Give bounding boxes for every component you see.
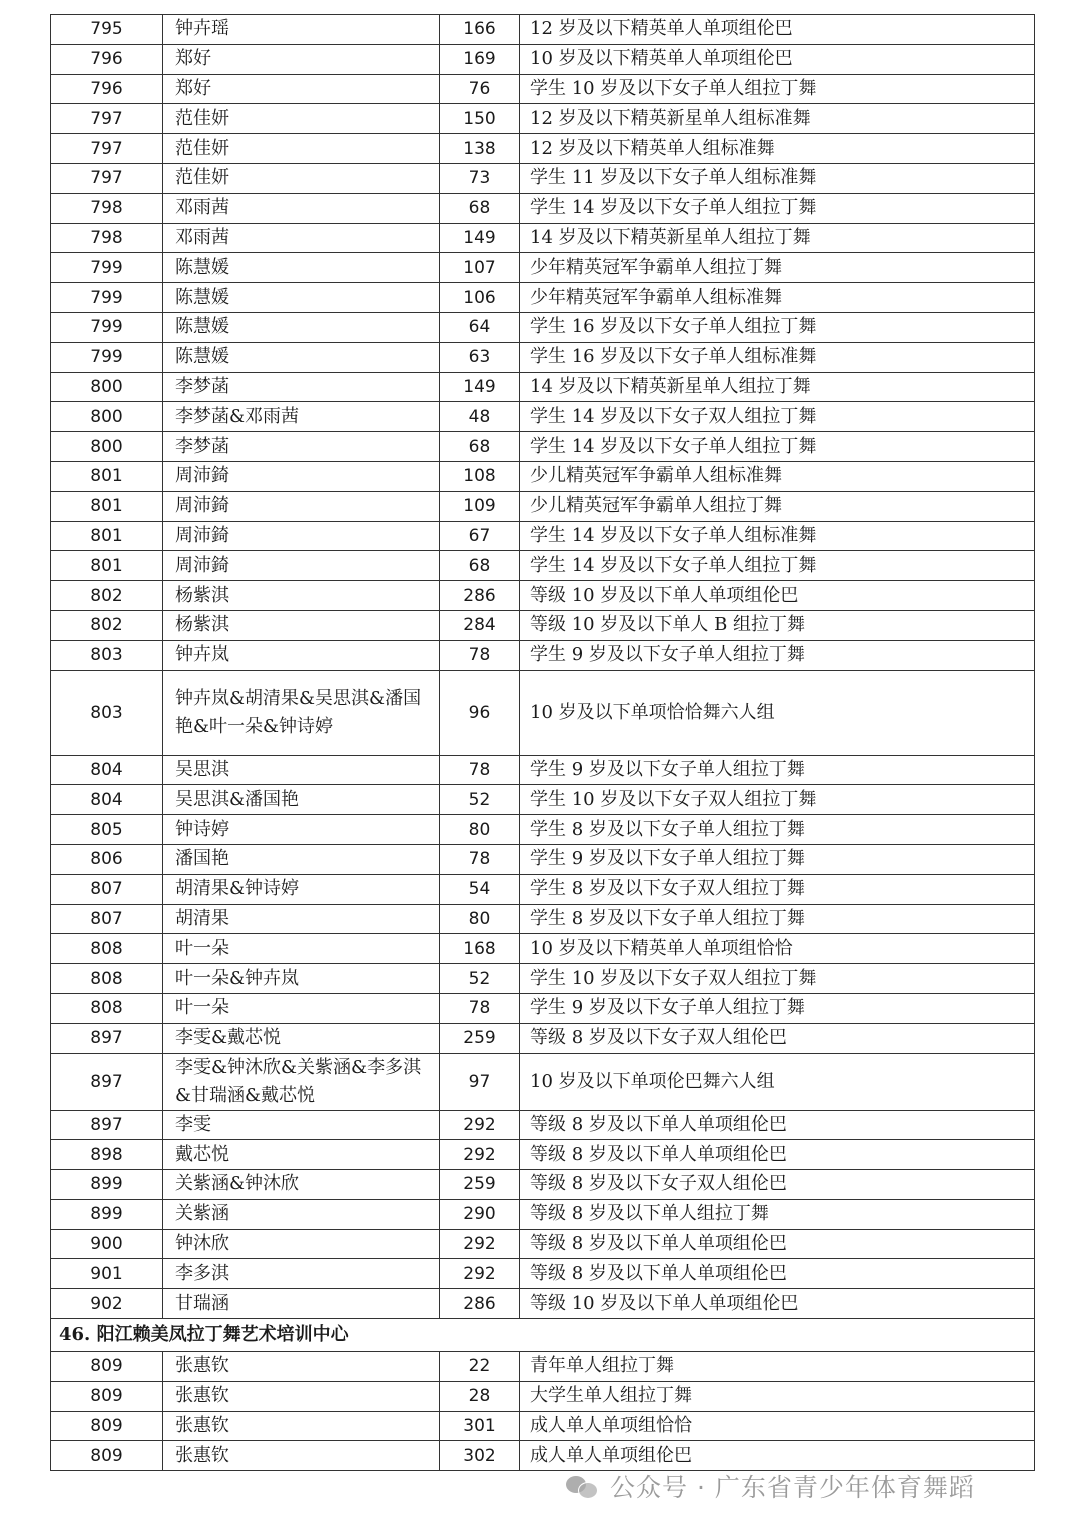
table-row xyxy=(51,432,1035,462)
event-code: 78 xyxy=(440,640,520,670)
event-name: 学生 9 岁及以下女子单人组拉丁舞 xyxy=(520,640,1035,670)
event-code: 80 xyxy=(440,904,520,934)
event-code: 73 xyxy=(440,163,520,193)
competitor-number: 798 xyxy=(51,223,163,253)
competitor-number: 799 xyxy=(51,342,163,372)
competitor-number: 797 xyxy=(51,163,163,193)
event-name: 少年精英冠军争霸单人组拉丁舞 xyxy=(520,253,1035,283)
event-name: 等级 8 岁及以下单人单项组伦巴 xyxy=(520,1229,1035,1259)
event-code: 292 xyxy=(440,1140,520,1170)
competitor-number: 897 xyxy=(51,1023,163,1053)
competitor-name: 潘国艳 xyxy=(163,844,440,874)
event-name: 等级 8 岁及以下单人单项组伦巴 xyxy=(520,1259,1035,1289)
event-code: 63 xyxy=(440,342,520,372)
competitor-number: 801 xyxy=(51,551,163,581)
event-name: 少年精英冠军争霸单人组标准舞 xyxy=(520,283,1035,313)
event-code: 169 xyxy=(440,44,520,74)
watermark-text: 公众号 · 广东省青少年体育舞蹈 xyxy=(610,1473,975,1502)
event-name: 学生 16 岁及以下女子单人组拉丁舞 xyxy=(520,312,1035,342)
event-code: 150 xyxy=(440,104,520,134)
competitor-number: 804 xyxy=(51,755,163,785)
table-row xyxy=(51,1023,1035,1053)
event-code: 302 xyxy=(440,1441,520,1471)
competitor-number: 802 xyxy=(51,610,163,640)
event-code: 78 xyxy=(440,844,520,874)
competitor-number: 801 xyxy=(51,491,163,521)
table-row xyxy=(51,785,1035,815)
competitor-number: 902 xyxy=(51,1289,163,1319)
table-row xyxy=(51,1381,1035,1411)
table-row xyxy=(51,1199,1035,1229)
competitor-name: 郑好 xyxy=(163,44,440,74)
table-row xyxy=(51,815,1035,845)
table-row xyxy=(51,1140,1035,1170)
event-name: 学生 14 岁及以下女子单人组标准舞 xyxy=(520,521,1035,551)
event-name: 少儿精英冠军争霸单人组拉丁舞 xyxy=(520,491,1035,521)
event-name: 14 岁及以下精英新星单人组拉丁舞 xyxy=(520,223,1035,253)
competitor-number: 809 xyxy=(51,1441,163,1471)
event-code: 292 xyxy=(440,1229,520,1259)
table-row xyxy=(51,402,1035,432)
event-code: 68 xyxy=(440,432,520,462)
event-code: 52 xyxy=(440,785,520,815)
competitor-number: 897 xyxy=(51,1110,163,1140)
competitor-name: 邓雨茜 xyxy=(163,193,440,223)
event-name: 等级 8 岁及以下单人单项组伦巴 xyxy=(520,1140,1035,1170)
table-row xyxy=(51,193,1035,223)
event-code: 138 xyxy=(440,134,520,164)
competitor-number: 805 xyxy=(51,815,163,845)
event-name: 等级 8 岁及以下单人单项组伦巴 xyxy=(520,1110,1035,1140)
competitor-number: 795 xyxy=(51,15,163,45)
competitor-name: 周沛錡 xyxy=(163,461,440,491)
event-name: 学生 14 岁及以下女子单人组拉丁舞 xyxy=(520,432,1035,462)
table-row xyxy=(51,1259,1035,1289)
event-name: 学生 9 岁及以下女子单人组拉丁舞 xyxy=(520,844,1035,874)
competitor-number: 798 xyxy=(51,193,163,223)
competitor-name: 范佳妍 xyxy=(163,163,440,193)
event-name: 12 岁及以下精英新星单人组标准舞 xyxy=(520,104,1035,134)
event-name: 10 岁及以下单项恰恰舞六人组 xyxy=(520,670,1035,755)
table-row xyxy=(51,1352,1035,1382)
table-row xyxy=(51,993,1035,1023)
competitor-number: 801 xyxy=(51,521,163,551)
competitor-number: 796 xyxy=(51,44,163,74)
table-row xyxy=(51,15,1035,45)
event-name: 学生 9 岁及以下女子单人组拉丁舞 xyxy=(520,993,1035,1023)
competitor-number: 897 xyxy=(51,1053,163,1110)
event-code: 166 xyxy=(440,15,520,45)
event-name: 学生 9 岁及以下女子单人组拉丁舞 xyxy=(520,755,1035,785)
event-code: 76 xyxy=(440,74,520,104)
event-name: 10 岁及以下精英单人单项组伦巴 xyxy=(520,44,1035,74)
table-row xyxy=(51,1289,1035,1319)
competitor-number: 797 xyxy=(51,134,163,164)
competitor-number: 807 xyxy=(51,904,163,934)
table-row xyxy=(51,934,1035,964)
competitor-name: 吴思淇&潘国艳 xyxy=(163,785,440,815)
table-row xyxy=(51,74,1035,104)
event-code: 106 xyxy=(440,283,520,313)
registration-table-body xyxy=(51,15,1035,1471)
event-code: 301 xyxy=(440,1411,520,1441)
table-row xyxy=(51,283,1035,313)
table-row xyxy=(51,640,1035,670)
event-name: 学生 16 岁及以下女子单人组标准舞 xyxy=(520,342,1035,372)
watermark xyxy=(566,1466,975,1506)
competitor-number: 808 xyxy=(51,993,163,1023)
competitor-name: 张惠钦 xyxy=(163,1352,440,1382)
event-code: 284 xyxy=(440,610,520,640)
event-code: 68 xyxy=(440,193,520,223)
event-name: 学生 14 岁及以下女子单人组拉丁舞 xyxy=(520,551,1035,581)
event-name: 学生 8 岁及以下女子双人组拉丁舞 xyxy=(520,874,1035,904)
competitor-name: 张惠钦 xyxy=(163,1411,440,1441)
table-row xyxy=(51,491,1035,521)
event-code: 80 xyxy=(440,815,520,845)
event-name: 学生 14 岁及以下女子双人组拉丁舞 xyxy=(520,402,1035,432)
table-row xyxy=(51,521,1035,551)
event-code: 78 xyxy=(440,755,520,785)
event-code: 107 xyxy=(440,253,520,283)
competitor-name: 钟卉岚 xyxy=(163,640,440,670)
wechat-icon xyxy=(566,1472,600,1500)
table-row xyxy=(51,610,1035,640)
competitor-name: 叶一朵 xyxy=(163,993,440,1023)
table-row xyxy=(51,670,1035,755)
event-code: 96 xyxy=(440,670,520,755)
competitor-name: 陈慧媛 xyxy=(163,312,440,342)
competitor-name: 吴思淇 xyxy=(163,755,440,785)
table-row xyxy=(51,134,1035,164)
competitor-name: 关紫涵&钟沐欣 xyxy=(163,1170,440,1200)
event-code: 259 xyxy=(440,1023,520,1053)
competitor-number: 803 xyxy=(51,670,163,755)
event-code: 67 xyxy=(440,521,520,551)
competitor-name: 郑好 xyxy=(163,74,440,104)
competitor-name: 李梦菡&邓雨茜 xyxy=(163,402,440,432)
competitor-name: 钟卉瑶 xyxy=(163,15,440,45)
competitor-name: 周沛錡 xyxy=(163,491,440,521)
competitor-number: 796 xyxy=(51,74,163,104)
competitor-number: 807 xyxy=(51,874,163,904)
competitor-number: 799 xyxy=(51,253,163,283)
competitor-number: 801 xyxy=(51,461,163,491)
table-row xyxy=(51,342,1035,372)
competitor-name: 李雯 xyxy=(163,1110,440,1140)
competitor-number: 797 xyxy=(51,104,163,134)
event-name: 12 岁及以下精英单人组标准舞 xyxy=(520,134,1035,164)
event-name: 学生 10 岁及以下女子单人组拉丁舞 xyxy=(520,74,1035,104)
event-code: 108 xyxy=(440,461,520,491)
competitor-number: 809 xyxy=(51,1411,163,1441)
event-code: 168 xyxy=(440,934,520,964)
competitor-name: 甘瑞涵 xyxy=(163,1289,440,1319)
event-code: 28 xyxy=(440,1381,520,1411)
event-code: 78 xyxy=(440,993,520,1023)
event-code: 54 xyxy=(440,874,520,904)
table-row xyxy=(51,844,1035,874)
event-name: 等级 8 岁及以下单人组拉丁舞 xyxy=(520,1199,1035,1229)
competitor-name: 关紫涵 xyxy=(163,1199,440,1229)
competitor-name: 李梦菡 xyxy=(163,372,440,402)
competitor-name: 陈慧媛 xyxy=(163,253,440,283)
competitor-number: 809 xyxy=(51,1352,163,1382)
event-name: 青年单人组拉丁舞 xyxy=(520,1352,1035,1382)
event-code: 109 xyxy=(440,491,520,521)
table-row xyxy=(51,1170,1035,1200)
table-row xyxy=(51,581,1035,611)
event-code: 68 xyxy=(440,551,520,581)
competitor-number: 898 xyxy=(51,1140,163,1170)
competitor-name: 李雯&戴芯悦 xyxy=(163,1023,440,1053)
competitor-name: 胡清果 xyxy=(163,904,440,934)
competitor-number: 808 xyxy=(51,934,163,964)
table-row xyxy=(51,253,1035,283)
competitor-number: 900 xyxy=(51,1229,163,1259)
competitor-number: 808 xyxy=(51,964,163,994)
competitor-name: 钟卉岚&胡清果&吴思淇&潘国艳&叶一朵&钟诗婷 xyxy=(163,670,440,755)
event-name: 学生 11 岁及以下女子单人组标准舞 xyxy=(520,163,1035,193)
competitor-name: 陈慧媛 xyxy=(163,342,440,372)
competitor-number: 800 xyxy=(51,402,163,432)
event-name: 学生 10 岁及以下女子双人组拉丁舞 xyxy=(520,964,1035,994)
event-code: 259 xyxy=(440,1170,520,1200)
event-code: 292 xyxy=(440,1110,520,1140)
competitor-name: 范佳妍 xyxy=(163,134,440,164)
table-row xyxy=(51,755,1035,785)
competitor-number: 899 xyxy=(51,1170,163,1200)
competitor-name: 戴芯悦 xyxy=(163,1140,440,1170)
event-name: 14 岁及以下精英新星单人组拉丁舞 xyxy=(520,372,1035,402)
competitor-number: 802 xyxy=(51,581,163,611)
competitor-name: 叶一朵 xyxy=(163,934,440,964)
competitor-name: 李多淇 xyxy=(163,1259,440,1289)
competitor-number: 799 xyxy=(51,312,163,342)
event-name: 等级 10 岁及以下单人 B 组拉丁舞 xyxy=(520,610,1035,640)
event-name: 12 岁及以下精英单人单项组伦巴 xyxy=(520,15,1035,45)
section-title: 46. 阳江赖美凤拉丁舞艺术培训中心 xyxy=(51,1319,1035,1352)
table-row xyxy=(51,44,1035,74)
competitor-name: 周沛錡 xyxy=(163,521,440,551)
competitor-number: 803 xyxy=(51,640,163,670)
event-code: 149 xyxy=(440,372,520,402)
event-code: 286 xyxy=(440,1289,520,1319)
event-code: 97 xyxy=(440,1053,520,1110)
table-row xyxy=(51,163,1035,193)
event-code: 290 xyxy=(440,1199,520,1229)
competitor-name: 周沛錡 xyxy=(163,551,440,581)
table-row xyxy=(51,1053,1035,1110)
event-name: 成人单人单项组伦巴 xyxy=(520,1441,1035,1471)
competitor-name: 李雯&钟沐欣&关紫涵&李多淇&甘瑞涵&戴芯悦 xyxy=(163,1053,440,1110)
competitor-number: 899 xyxy=(51,1199,163,1229)
event-name: 10 岁及以下单项伦巴舞六人组 xyxy=(520,1053,1035,1110)
competitor-name: 范佳妍 xyxy=(163,104,440,134)
event-name: 学生 14 岁及以下女子单人组拉丁舞 xyxy=(520,193,1035,223)
event-name: 学生 10 岁及以下女子双人组拉丁舞 xyxy=(520,785,1035,815)
competitor-name: 张惠钦 xyxy=(163,1441,440,1471)
table-row xyxy=(51,104,1035,134)
competitor-number: 800 xyxy=(51,432,163,462)
competitor-number: 901 xyxy=(51,1259,163,1289)
section-header-row xyxy=(51,1319,1035,1352)
table-row xyxy=(51,1411,1035,1441)
table-row xyxy=(51,874,1035,904)
event-code: 52 xyxy=(440,964,520,994)
event-name: 成人单人单项组恰恰 xyxy=(520,1411,1035,1441)
competitor-number: 800 xyxy=(51,372,163,402)
competitor-name: 杨紫淇 xyxy=(163,581,440,611)
competitor-name: 李梦菡 xyxy=(163,432,440,462)
event-name: 学生 8 岁及以下女子单人组拉丁舞 xyxy=(520,815,1035,845)
event-name: 等级 8 岁及以下女子双人组伦巴 xyxy=(520,1170,1035,1200)
competitor-number: 806 xyxy=(51,844,163,874)
event-name: 等级 10 岁及以下单人单项组伦巴 xyxy=(520,1289,1035,1319)
event-name: 少儿精英冠军争霸单人组标准舞 xyxy=(520,461,1035,491)
competitor-name: 胡清果&钟诗婷 xyxy=(163,874,440,904)
competitor-number: 809 xyxy=(51,1381,163,1411)
table-row xyxy=(51,964,1035,994)
table-row xyxy=(51,904,1035,934)
event-code: 286 xyxy=(440,581,520,611)
event-name: 等级 8 岁及以下女子双人组伦巴 xyxy=(520,1023,1035,1053)
competitor-name: 叶一朵&钟卉岚 xyxy=(163,964,440,994)
event-code: 292 xyxy=(440,1259,520,1289)
event-name: 等级 10 岁及以下单人单项组伦巴 xyxy=(520,581,1035,611)
event-name: 10 岁及以下精英单人单项组恰恰 xyxy=(520,934,1035,964)
competitor-number: 799 xyxy=(51,283,163,313)
event-code: 149 xyxy=(440,223,520,253)
table-row xyxy=(51,1229,1035,1259)
table-row xyxy=(51,223,1035,253)
competitor-name: 钟诗婷 xyxy=(163,815,440,845)
event-name: 学生 8 岁及以下女子单人组拉丁舞 xyxy=(520,904,1035,934)
competitor-name: 杨紫淇 xyxy=(163,610,440,640)
competitor-number: 804 xyxy=(51,785,163,815)
table-row xyxy=(51,372,1035,402)
table-row xyxy=(51,461,1035,491)
table-row xyxy=(51,551,1035,581)
competitor-name: 张惠钦 xyxy=(163,1381,440,1411)
registration-table xyxy=(50,14,1035,1471)
event-code: 64 xyxy=(440,312,520,342)
table-row xyxy=(51,1110,1035,1140)
event-name: 大学生单人组拉丁舞 xyxy=(520,1381,1035,1411)
competitor-name: 邓雨茜 xyxy=(163,223,440,253)
table-row xyxy=(51,312,1035,342)
event-code: 22 xyxy=(440,1352,520,1382)
event-code: 48 xyxy=(440,402,520,432)
competitor-name: 钟沐欣 xyxy=(163,1229,440,1259)
competitor-name: 陈慧媛 xyxy=(163,283,440,313)
